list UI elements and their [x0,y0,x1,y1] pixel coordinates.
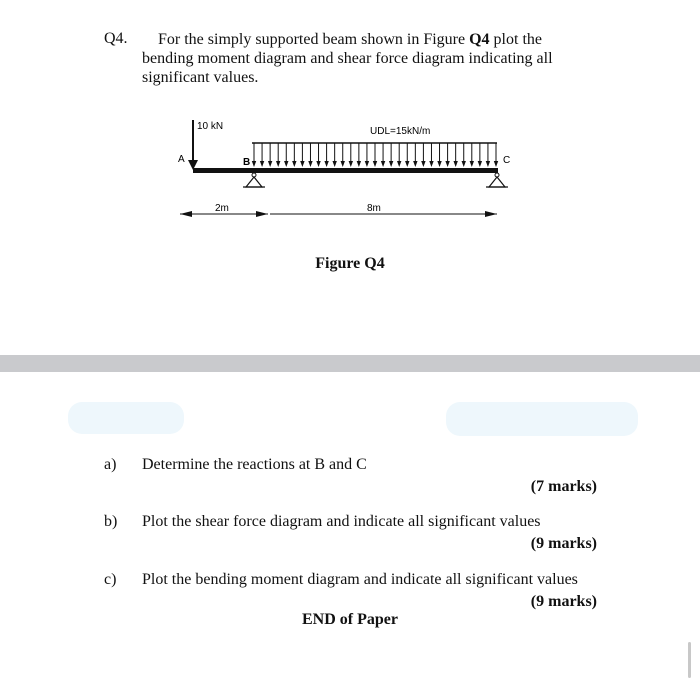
udl-arrowhead [413,161,417,167]
pin-support-c [486,173,508,187]
point-b-label: B [243,157,251,168]
figure-caption: Figure Q4 [315,255,385,272]
udl-arrowhead [389,161,393,167]
udl-arrowhead [284,161,288,167]
beam-diagram [0,0,700,250]
udl-arrowhead [421,161,425,167]
page-separator [0,355,700,372]
udl-arrowhead [332,161,336,167]
udl-arrowhead [429,161,433,167]
point-c-label: C [503,155,511,166]
part-a-text: Determine the reactions at B and C [142,456,367,473]
udl-arrowhead [349,161,353,167]
udl-arrowhead [300,161,304,167]
udl-arrowhead [405,161,409,167]
udl-arrowhead [268,161,272,167]
udl-arrowhead [324,161,328,167]
udl-arrowhead [486,161,490,167]
udl-label: UDL=15kN/m [370,126,431,137]
udl-arrowhead [252,161,256,167]
udl-arrowhead [445,161,449,167]
scrollbar-thumb[interactable] [688,642,691,678]
part-b-marks: (9 marks) [530,535,597,552]
part-b-text: Plot the shear force diagram and indicate all significant values [142,513,541,530]
udl-arrowhead [381,161,385,167]
point-load-label: 10 kN [197,121,224,132]
point-a-label: A [178,154,185,165]
pin-support-b [243,173,265,187]
udl-arrowhead [292,161,296,167]
udl-arrowhead [437,161,441,167]
part-c-marks: (9 marks) [530,593,597,610]
question-number: Q4. [104,30,128,47]
part-b-label: b) [104,513,118,530]
udl-arrows [252,143,498,167]
dimension-label-right: 8m [367,203,381,214]
udl-arrowhead [453,161,457,167]
udl-arrowhead [478,161,482,167]
udl-arrowhead [341,161,345,167]
question-line-3: significant values. [142,69,259,86]
udl-arrowhead [470,161,474,167]
figure-reference: Q4 [469,31,490,48]
question-line-1: For the simply supported beam shown in Figure Q4 plot the [158,31,542,48]
part-c-label: c) [104,571,117,588]
udl-arrowhead [365,161,369,167]
udl-arrowhead [462,161,466,167]
udl-arrowhead [373,161,377,167]
blurred-region-left [68,402,184,434]
question-line-2: bending moment diagram and shear force diagram indicating all [142,50,553,67]
beam [193,168,498,173]
part-c-text: Plot the bending moment diagram and indicate all significant values [142,571,578,588]
udl-arrowhead [308,161,312,167]
udl-arrowhead [397,161,401,167]
udl-arrowhead [260,161,264,167]
blurred-region-right [446,402,638,436]
part-a-marks: (7 marks) [530,478,597,495]
udl-arrowhead [276,161,280,167]
dimension-line-right [270,211,497,217]
udl-arrowhead [357,161,361,167]
udl-arrowhead [494,161,498,167]
part-a-label: a) [104,456,117,473]
end-of-paper: END of Paper [302,611,398,628]
udl-arrowhead [316,161,320,167]
dimension-label-left: 2m [215,203,229,214]
